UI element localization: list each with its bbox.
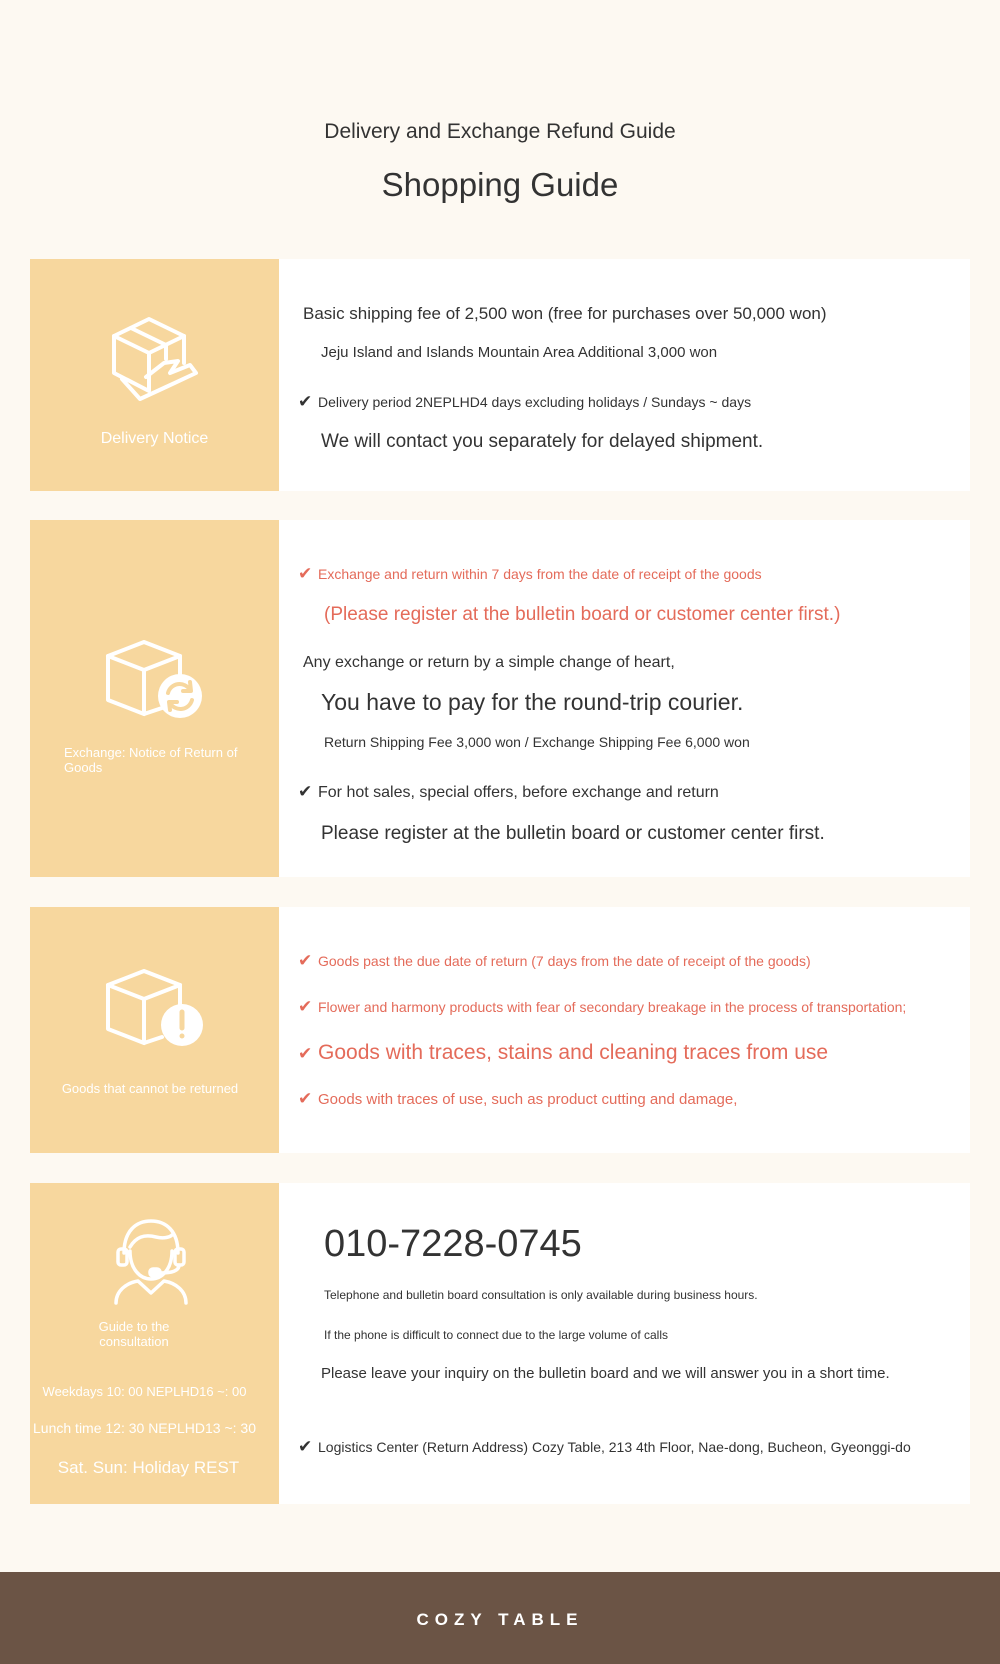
delivery-section [30,259,970,491]
footer [0,1572,1000,1664]
brand-logo[interactable]: COZY TABLE [416,1610,584,1629]
nonreturn-label: Goods that cannot be returned [61,1081,239,1096]
delivery-box-icon [104,311,204,411]
exchange-line: You have to pay for the round-trip courier. [321,689,744,715]
nonreturn-section [30,907,970,1153]
delivery-line: Basic shipping fee of 2,500 won (free for purchases over 50,000 won) [303,304,827,323]
check-icon: ✔ [298,1044,313,1063]
nonreturn-line: ✔ Goods with traces, stains and cleaning traces from use [298,1041,829,1064]
delivery-line: We will contact you separately for delayed shipment. [321,431,764,452]
delivery-line: Jeju Island and Islands Mountain Area Additional 3,000 won [321,344,718,361]
phone-number[interactable]: 010-7228-0745 [324,1223,582,1265]
check-icon: ✔ [298,564,313,583]
check-icon: ✔ [298,1089,313,1108]
business-hours-lunch: Lunch time 12: 30 NEPLHD13 ~: 30 [33,1420,256,1436]
check-icon: ✔ [298,392,313,411]
page-title: Shopping Guide [381,166,619,203]
exchange-label: Exchange: Notice of Return of Goods [64,745,238,775]
check-icon: ✔ [298,1437,313,1456]
consult-line: If the phone is difficult to connect due to the large volume of calls [324,1328,668,1342]
consult-label: Guide to the consultation [98,1319,170,1349]
exchange-line: Any exchange or return by a simple change of heart, [303,654,675,671]
nonreturn-panel [30,907,279,1153]
exchange-line: ✔ For hot sales, special offers, before exchange and return [298,782,719,801]
nonreturn-line: ✔ Goods with traces of use, such as product cutting and damage, [298,1089,738,1108]
consult-line: Telephone and bulletin board consultation is only available during business hours. [324,1288,758,1302]
consult-line: Please leave your inquiry on the bulletin board and we will answer you in a short time. [321,1365,890,1382]
exchange-panel [30,520,279,877]
delivery-line: ✔ Delivery period 2NEPLHD4 days excluding holidays / Sundays ~ days [298,392,752,411]
check-icon: ✔ [298,782,313,801]
check-icon: ✔ [298,951,313,970]
consult-section [30,1183,970,1504]
business-hours-weekdays: Weekdays 10: 00 NEPLHD16 ~: 00 [42,1384,247,1399]
exchange-section [30,520,970,877]
check-icon: ✔ [298,997,313,1016]
consult-panel [30,1183,279,1504]
consult-line: ✔ Logistics Center (Return Address) Cozy Table, 213 4th Floor, Nae-dong, Bucheon, Gyeonggi-do [298,1437,911,1456]
nonreturn-line: ✔ Goods past the due date of return (7 days from the date of receipt of the goods) [298,951,811,970]
business-hours-weekend: Sat. Sun: Holiday REST [57,1458,240,1477]
box-alert-icon [104,967,208,1049]
exchange-line: (Please register at the bulletin board or customer center first.) [324,604,841,625]
page-subtitle: Delivery and Exchange Refund Guide [324,120,676,143]
delivery-label: Delivery Notice [100,430,209,447]
nonreturn-line: ✔ Flower and harmony products with fear of secondary breakage in the process of transportation; [298,997,907,1016]
exchange-line: ✔ Exchange and return within 7 days from the date of receipt of the goods [298,564,762,583]
headset-agent-icon [112,1217,190,1305]
delivery-panel [30,259,279,491]
exchange-line: Please register at the bulletin board or customer center first. [321,823,825,844]
box-refresh-icon [104,638,208,720]
exchange-line: Return Shipping Fee 3,000 won / Exchange Shipping Fee 6,000 won [324,734,750,750]
